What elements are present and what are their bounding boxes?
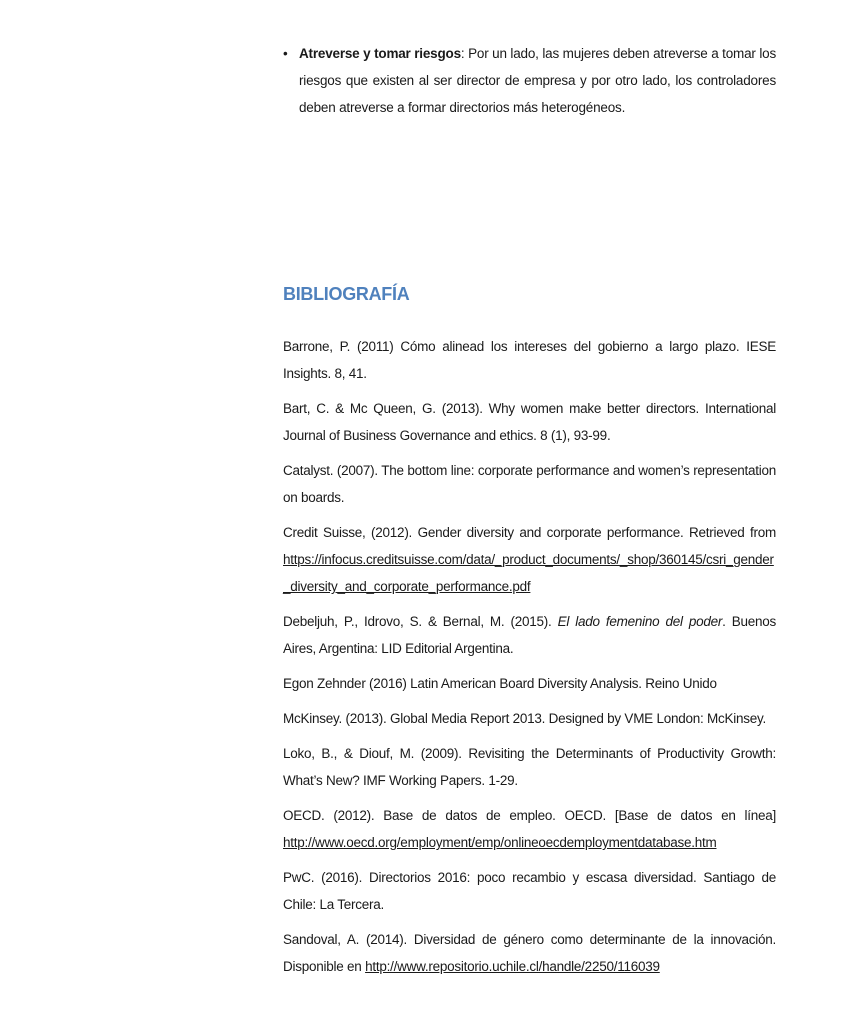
reference-italic-title: El lado femenino del poder — [557, 614, 723, 629]
reference-text: Catalyst. (2007). The bottom line: corporate performance and women’s representation on boards. — [283, 463, 776, 505]
reference-text: Bart, C. & Mc Queen, G. (2013). Why women make better directors. International Journal of Business Governance and ethics. 8 (1), 93-99. — [283, 401, 776, 443]
reference-item — [283, 705, 776, 732]
reference-link[interactable]: https://infocus.creditsuisse.com/data/_product_documents/_shop/360145/csri_gender_diversity_and_corporate_performance.pdf — [283, 552, 774, 594]
bullet-dot-icon: • — [283, 46, 288, 61]
bibliography-list — [283, 333, 776, 988]
reference-item — [283, 333, 776, 387]
bibliography-heading: BIBLIOGRAFÍA — [283, 284, 410, 304]
reference-item — [283, 457, 776, 511]
reference-item — [283, 740, 776, 794]
reference-item — [283, 519, 776, 600]
reference-text: OECD. (2012). Base de datos de empleo. OECD. [Base de datos en línea] — [283, 808, 776, 823]
reference-item — [283, 864, 776, 918]
reference-link[interactable]: http://www.repositorio.uchile.cl/handle/2250/116039 — [365, 959, 660, 974]
reference-text: Loko, B., & Diouf, M. (2009). Revisiting the Determinants of Productivity Growth: What’s New? IMF Working Papers. 1-29. — [283, 746, 776, 788]
bullet-strong-text: Atreverse y tomar riesgos — [299, 46, 461, 61]
reference-link[interactable]: http://www.oecd.org/employment/emp/onlineoecdemploymentdatabase.htm — [283, 835, 717, 850]
reference-item — [283, 802, 776, 856]
bullet-body-text: : Por un lado, las mujeres deben atreverse a tomar los riesgos que existen al ser director de empresa y por otro lado, los controladores deben atreverse a formar directorios más heterogéneos. — [299, 46, 776, 115]
reference-item — [283, 670, 776, 697]
bullet-list — [283, 40, 776, 121]
reference-text: . Buenos Aires, Argentina: LID Editorial Argentina. — [283, 614, 777, 656]
reference-text: Credit Suisse, (2012). Gender diversity and corporate performance. Retrieved from — [283, 525, 776, 540]
reference-text: PwC. (2016). Directorios 2016: poco recambio y escasa diversidad. Santiago de Chile: La Tercera. — [283, 870, 776, 912]
reference-item — [283, 926, 776, 980]
bullet-item — [283, 40, 776, 121]
reference-text: Sandoval, A. (2014). Diversidad de género como determinante de la innovación. Disponible en — [283, 932, 776, 974]
reference-text: Debeljuh, P., Idrovo, S. & Bernal, M. (2015). — [283, 614, 558, 629]
reference-item — [283, 608, 776, 662]
reference-text: McKinsey. (2013). Global Media Report 2013. Designed by VME London: McKinsey. — [283, 711, 767, 726]
reference-text: Egon Zehnder (2016) Latin American Board Diversity Analysis. Reino Unido — [283, 676, 717, 691]
reference-item — [283, 395, 776, 449]
reference-text: Barrone, P. (2011) Cómo alinead los intereses del gobierno a largo plazo. IESE Insights. 8, 41. — [283, 339, 776, 381]
